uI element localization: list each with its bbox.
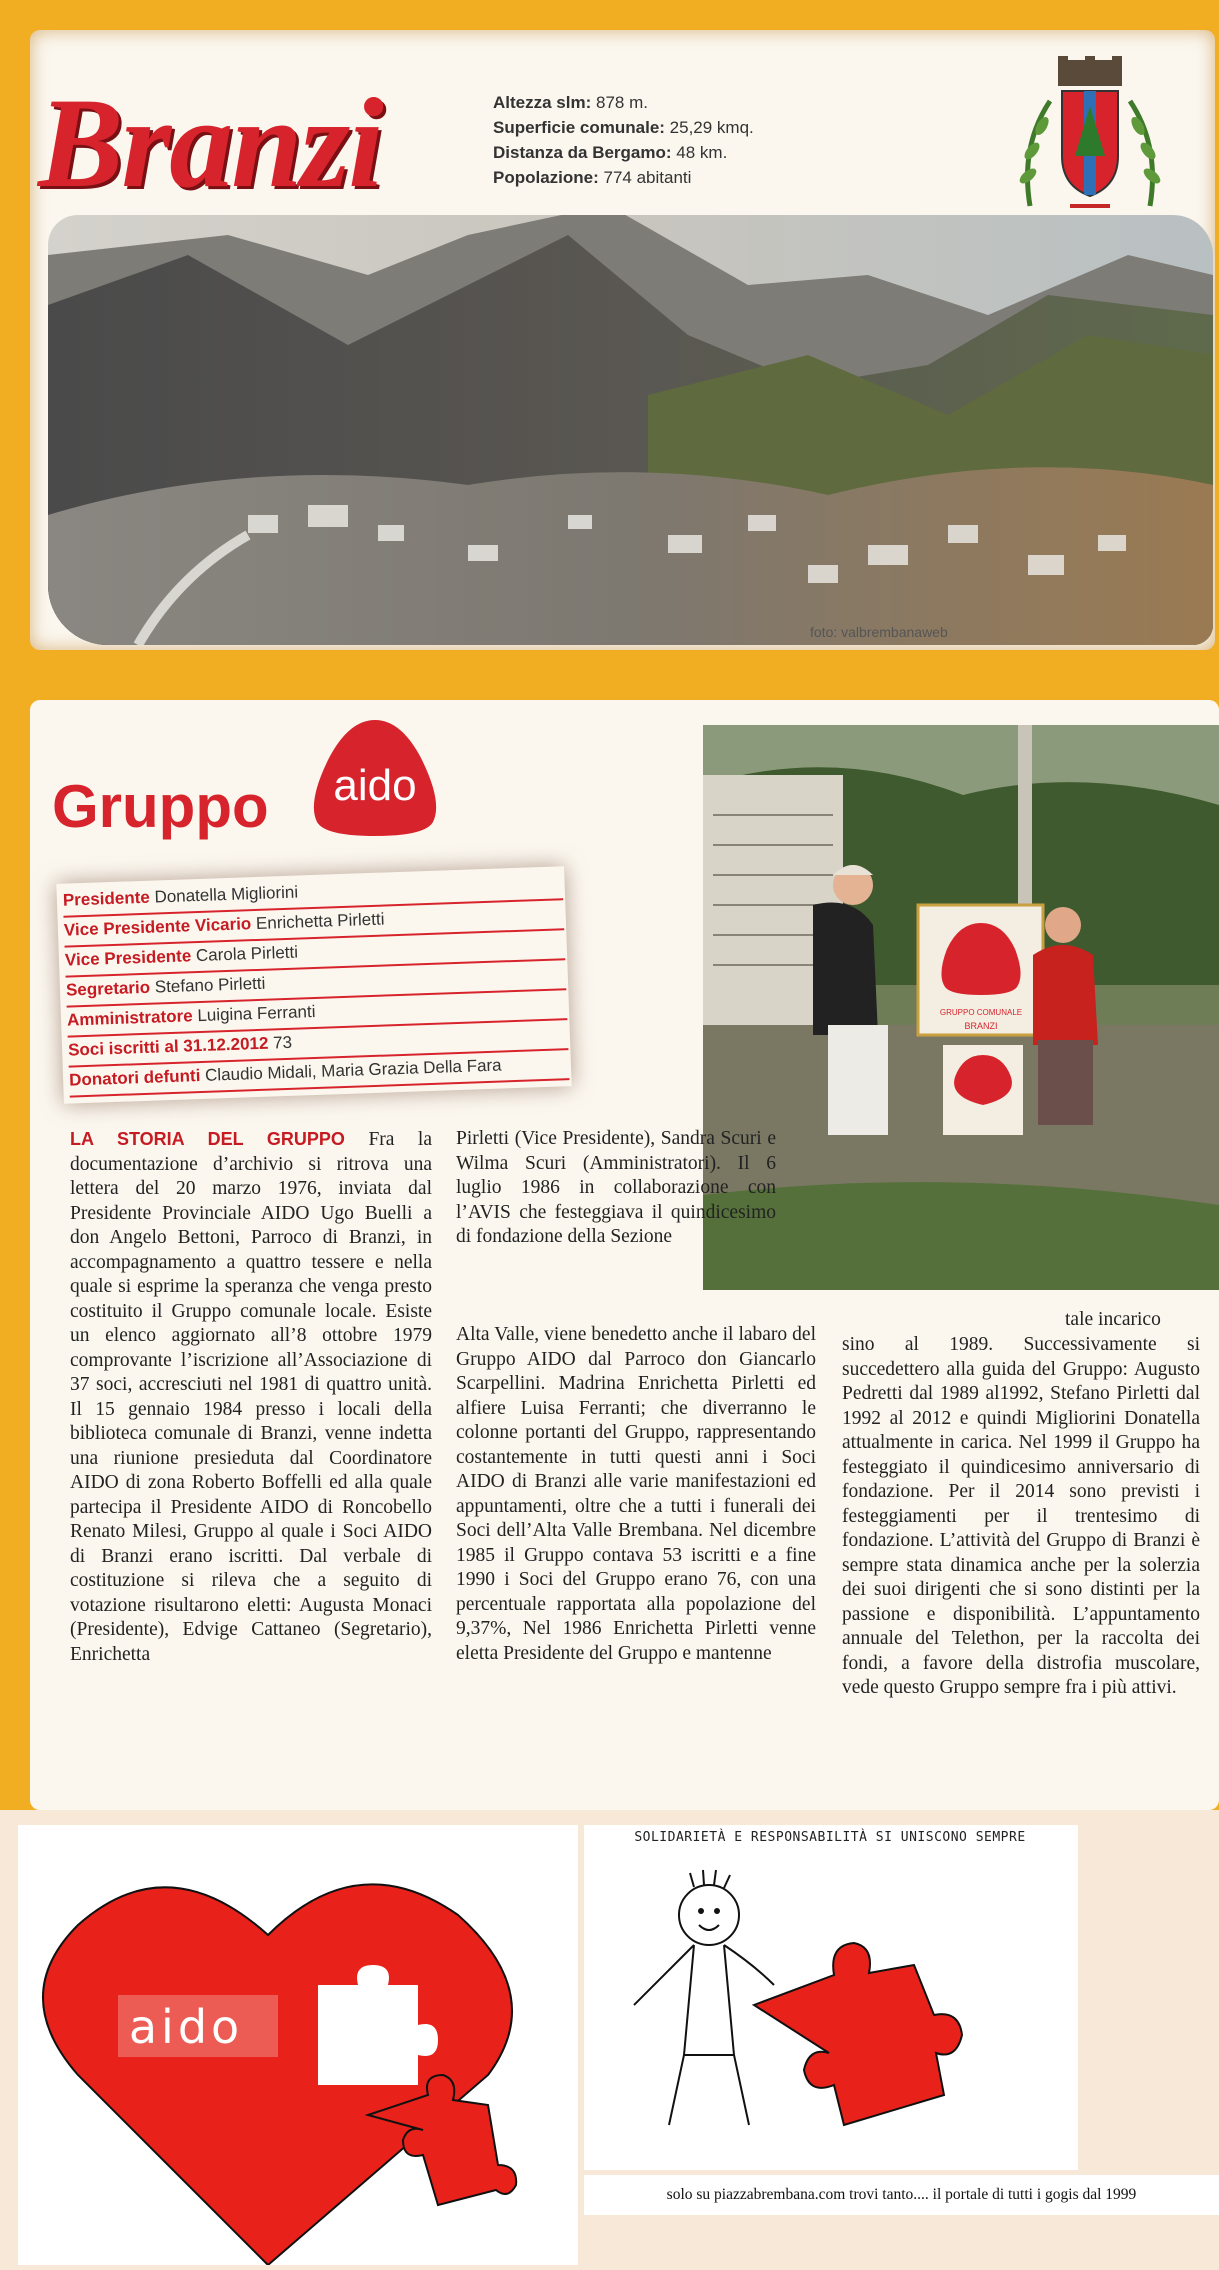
town-title: Branzi xyxy=(38,72,382,214)
heart-drawing xyxy=(18,1825,578,2265)
stat-distance: Distanza da Bergamo: 48 km. xyxy=(493,143,728,162)
story-column-1 xyxy=(70,1127,432,1667)
officers-box xyxy=(56,866,571,1104)
event-photo xyxy=(703,725,1219,1290)
stat-population: Popolazione: 774 abitanti xyxy=(493,168,692,187)
officer-row: Amministratore Luigina Ferranti xyxy=(67,988,568,1037)
officer-row: Vice Presidente Carola Pirletti xyxy=(64,928,565,977)
banner-subtitle: GRUPPO COMUNALE xyxy=(939,1008,1023,1017)
banner-town: BRANZI xyxy=(964,1021,998,1031)
story-column-2b: Alta Valle, viene benedetto anche il labaro del Gruppo AIDO dal Parroco don Giancarlo Scarpellini. Madrina Enrichetta Pirletti ed alfiere Luisa Ferranti; che diverranno le colonne portanti del Gruppo, rappresentando costantemente in tutti questi anni i Soci AIDO di Branzi alle varie manifestazioni ed appuntamenti, oltre che a tutti i funerali dei Soci dell’Alta Valle Brembana. Nel dicembre 1985 il Gruppo contava 53 iscritti e a fine 1990 i Soci del Gruppo erano 76, con una percentuale rapportata alla popolazione del 9,37%, Nel 1986 Enrichetta Pirletti venne eletta Presidente del Gruppo e mantenne xyxy=(456,1324,816,1664)
story-column-3a: tale incarico xyxy=(1065,1309,1161,1330)
valley-photo xyxy=(48,215,1213,645)
story-text-1: Fra la documentazione d’archivio si ritrova una lettera del 20 marzo 1976, inviata dal Presidente Provinciale AIDO Ugo Buelli a don Angelo Bettoni, Parroco di Branzi, in accompagnamento a quattro tessere e nella quale si esprime la speranza che venga presto costituito il Gruppo comunale locale. Esiste un elenco aggiornato all’8 ottobre 1979 comprovante l’iscrizione all’Associazione di 37 soci, accresciuti nel 1981 di quattro unità. Il 15 gennaio 1984 presso i locali della biblioteca comunale di Branzi, venne indetta una riunione presieduta dal Coordinatore AIDO di zona Roberto Boffelli ed alla quale partecipa il Presidente AIDO di Roncobello Renato Milesi, Gruppo al quale i Soci AIDO di Branzi erano iscritti. Dal verbale di costituzione si rileva che a seguito di votazione risultarono eletti: Augusta Monaci (Presidente), Edvige Cattaneo (Segretario), Enrichetta xyxy=(70,1129,433,1665)
town-stats xyxy=(493,90,754,190)
stick-figure-icon xyxy=(584,1825,1078,2170)
slogan-text: SOLIDARIETÀ E RESPONSABILITÀ SI UNISCONO SEMPRE xyxy=(634,1830,1026,1845)
officer-row: Presidente Donatella Migliorini xyxy=(62,868,563,917)
story-column-3b: sino al 1989. Successivamente si succedettero alla guida del Gruppo: Augusto Pedretti dal 1989 al1992, Stefano Pirletti dal 1992 al 2012 e quindi Migliorini Donatella attualmente in carica. Nel 1999 il Gruppo ha festeggiato il quindicesimo anniversario di fondazione. Per il 2014 sono previsti i festeggiamenti per il trentesimo di fondazione. L’attività del Gruppo di Branzi è sempre stata dinamica anche per la solerzia dei suoi dirigenti che si sono distinti per la passione e disponibilità. L’appuntamento annuale del Telethon, per la raccolta dei fondi, a favore della distrofia muscolare, vede questo Gruppo sempre fra i più attivi. xyxy=(842,1334,1200,1698)
stat-altitude: Altezza slm: 878 m. xyxy=(493,93,648,112)
aido-logo-text: aido xyxy=(333,761,417,810)
footer-text: solo su piazzabrembana.com trovi tanto.... il portale di tutti i gogis dal 1999 xyxy=(584,2175,1219,2215)
gruppo-title: Gruppo xyxy=(52,773,269,840)
coat-of-arms-icon xyxy=(1010,56,1170,226)
officer-row: Soci iscritti al 31.12.2012 73 xyxy=(68,1018,569,1067)
puzzle-drawing xyxy=(584,1825,1078,2170)
stat-area: Superficie comunale: 25,29 kmq. xyxy=(493,118,754,137)
officer-row: Donatori defunti Claudio Midali, Maria Grazia Della Fara xyxy=(69,1048,570,1097)
photo-credit: foto: valbrembanaweb xyxy=(810,624,948,640)
heart-aido-text: aido xyxy=(128,2000,244,2054)
story-lead: LA STORIA DEL GRUPPO xyxy=(70,1129,345,1149)
heart-icon xyxy=(18,1825,578,2265)
aido-logo-icon xyxy=(305,718,445,838)
story-column-2a: Pirletti (Vice Presidente), Sandra Scuri e Wilma Scuri (Amministratori). Il 6 luglio 1986 in collaborazione con l’AVIS che festeggiava il quindicesimo di fondazione della Sezione xyxy=(456,1128,776,1247)
orange-divider xyxy=(0,650,1219,700)
officer-row: Vice Presidente Vicario Enrichetta Pirletti xyxy=(63,898,564,947)
officer-row: Segretario Stefano Pirletti xyxy=(66,958,567,1007)
